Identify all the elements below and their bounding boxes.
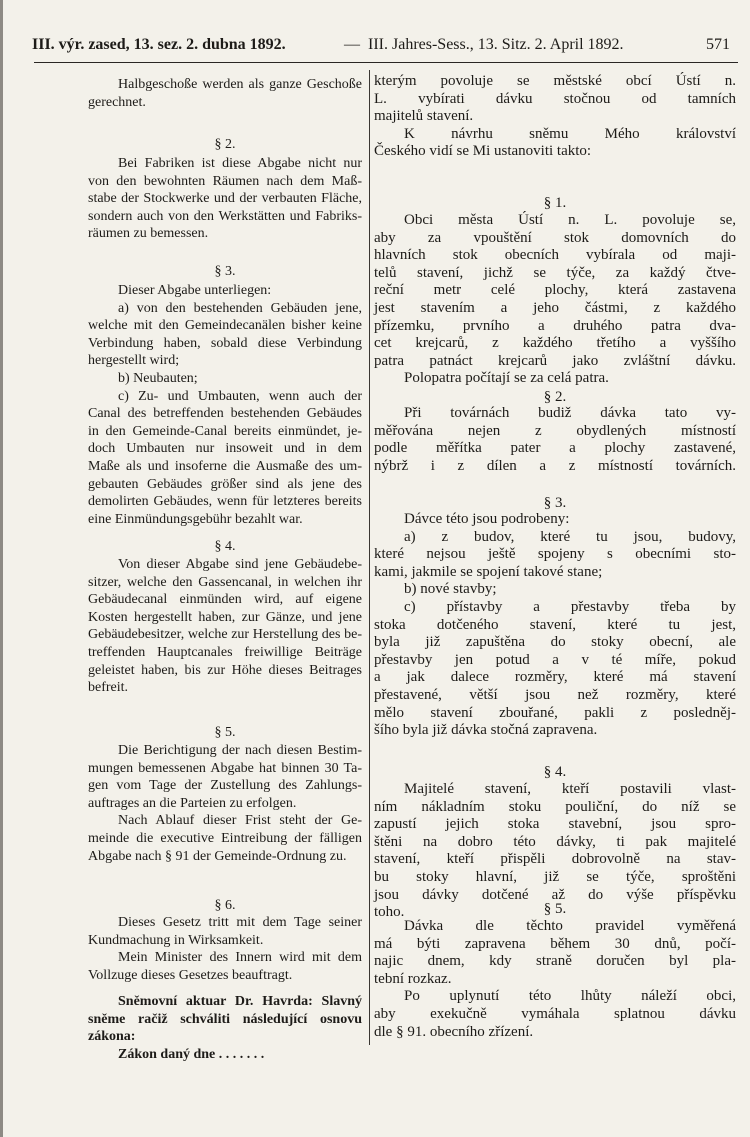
text-line: které nejsou ještě spojeny s obecními sto- — [374, 546, 736, 563]
text-line: Dieses Gesetz tritt mit dem Tage seiner — [118, 915, 362, 930]
paragraph — [88, 914, 362, 984]
text-line: tební rozkaz. — [374, 970, 452, 987]
text-line: majitelů stavení. — [374, 108, 474, 125]
column-divider — [369, 70, 370, 1045]
text-line: Při továrnách budiž dávka tato vy- — [404, 405, 736, 421]
text-line: přízemku, prvního a druhého patra dva- — [374, 317, 736, 334]
text-line: meinde die executive Eintreibung der fälligen — [88, 830, 362, 846]
paragraph — [88, 76, 362, 111]
text-line: nýbrž i z dílen a z místností továrních. — [374, 457, 736, 474]
text-line: Von dieser Abgabe sind jene Gebäudebe- — [118, 557, 362, 572]
text-line: gebauten Gebäudes größer sind als jene des — [88, 476, 362, 492]
text-line: a) von den bestehenden Gebäuden jene, — [118, 300, 362, 316]
section-heading: § 5. — [543, 901, 567, 917]
text-line: Zákon daný dne . . . . . . . — [118, 1046, 265, 1062]
paragraph — [88, 556, 362, 697]
text-line: telů stavení, jichž se týče, za každý čtve- — [374, 264, 736, 281]
text-line: stavení, kteří přispěli dobrovolně na stav- — [374, 851, 736, 868]
text-line: kami, jakmile se spojení takové stane; — [374, 563, 603, 580]
text-line: byla již zapuštěna do stoky obecní, ale — [374, 634, 736, 651]
text-line: eine Einmündungsgebühr bezahlt war. — [88, 511, 303, 527]
text-line: měřována nejen z obydlených místností — [374, 422, 736, 439]
text-line: demolirten Gebäudes, wenn für letzteres bereits — [88, 494, 362, 510]
section-heading: § 4. — [543, 764, 567, 780]
text-line: Dieser Abgabe unterliegen: — [118, 283, 272, 298]
text-line: dle § 91. obecního zřízení. — [374, 1023, 534, 1040]
text-line: najic dnem, kdy straně doručen byl pla- — [374, 953, 736, 970]
text-line: Die Berichtigung der nach diesen Bestim- — [118, 743, 362, 758]
text-line: von den bewohnten Räumen nach dem Maß- — [88, 173, 362, 189]
text-line: Nach Ablauf dieser Frist steht der Ge- — [118, 813, 362, 829]
text-line: in den Gemeinde-Canal bereits einmündet, je- — [88, 423, 362, 439]
text-line: b) Neubauten; — [118, 370, 198, 386]
text-line: doch Umbauten nur insoweit und in dem — [88, 441, 362, 457]
text-line: ním nákladním stoku pouliční, do níž se — [374, 798, 736, 815]
text-line: Mein Minister des Innern wird mit dem — [118, 950, 362, 966]
text-line: Bei Fabriken ist diese Abgabe nicht nur — [118, 156, 362, 171]
text-line: sondern auch von den Werkstätten und Fabriks- — [88, 208, 362, 224]
text-line: geleistet haben, bis zur Höhe dieses Beitrages — [88, 662, 362, 678]
text-line: kterým povoluje se městské obcí Ústí n. — [374, 73, 736, 89]
header-czech: III. výr. zased, 13. sez. 2. dubna 1892. — [32, 36, 286, 53]
section-heading: § 4. — [214, 539, 236, 554]
paragraph — [88, 155, 362, 243]
text-line: šího byla již dávka stočná zapravena. — [374, 722, 598, 739]
section-heading: § 1. — [543, 195, 567, 211]
text-line: c) přístavby a přestavby třeba by — [404, 598, 736, 615]
text-line: podle měřítka pater a plochy zastavené, — [374, 440, 736, 457]
text-line: Vollzuge dieses Gesetzes beauftragt. — [88, 967, 293, 983]
header-rule — [34, 62, 738, 63]
text-line: aby za vpouštění stok domovních do — [374, 229, 736, 246]
text-line: má býti zapravena během 30 dnů, počí- — [374, 935, 736, 952]
text-line: Obci města Ústí n. L. povoluje se, — [404, 212, 736, 228]
text-line: Kosten hergestellt haben, zur Gänze, und jene — [88, 609, 362, 625]
text-line: Halbgeschoße werden als ganze Geschoße — [118, 77, 362, 92]
text-line: treffenden Hauptcanales freiwillige Beiträge — [88, 644, 362, 660]
text-line: cet krejcarů, z každého třetího a vyššího — [374, 335, 736, 352]
text-line: přestavené, větší jsou než rozměry, které — [374, 686, 736, 703]
text-line: bu stoky hlavní, již se týče, sproštěni — [374, 868, 736, 885]
text-line: jsou dávky dotčené až do výše příspěvku — [374, 886, 736, 903]
text-line: mělo stavení zbouřané, pakli z posledněj- — [374, 704, 736, 721]
text-line: stabe der Stockwerke und der verbauten Fläche, — [88, 191, 362, 207]
text-line: toho. — [374, 904, 405, 921]
text-line: räumen zu bemessen. — [88, 226, 209, 242]
section-heading: § 6. — [214, 898, 236, 913]
text-line: Dávce této jsou podrobeny: — [404, 511, 570, 527]
text-line: sněme račiž schváliti následující osnovu — [88, 1011, 362, 1027]
text-line: přestavby jen potud a v té míře, pokud — [374, 651, 736, 668]
text-line: gen vom Tage der Zustellung des Zahlungs- — [88, 778, 362, 794]
header-german: III. Jahres-Sess., 13. Sitz. 2. April 1892. — [368, 36, 624, 53]
text-line: sitzer, welche den Gassencanal, in welchen ihr — [88, 574, 362, 590]
paragraph — [374, 73, 736, 161]
text-line: zákona: — [88, 1029, 136, 1045]
text-line: zapustí jejich stoka stavební, jsou spro- — [374, 816, 736, 833]
text-line: c) Zu- und Umbauten, wenn auch der — [118, 388, 362, 404]
header-dash: — — [344, 36, 360, 53]
paragraph — [374, 405, 736, 475]
text-line: Gebäudecanal einmünden wird, auf eigene — [88, 592, 362, 608]
paragraph — [374, 918, 736, 1041]
text-line: Sněmovní aktuar Dr. Havrda: Slavný — [118, 994, 362, 1009]
text-line: a jak dalece rozměry, které má stavení — [374, 669, 736, 686]
text-line: Polopatra počítají se za celá patra. — [404, 370, 609, 387]
section-heading: § 5. — [214, 725, 236, 740]
text-line: a) z budov, které tu jsou, budovy, — [404, 528, 736, 545]
section-heading: § 3. — [543, 495, 567, 511]
text-line: Abgabe nach § 91 der Gemeinde-Ordnung zu. — [88, 848, 347, 864]
text-line: befreit. — [88, 680, 129, 696]
paragraph — [88, 993, 362, 1063]
text-line: Verbindung haben, sobald diese Verbindung — [88, 335, 362, 351]
text-line: Dávka dle těchto pravidel vyměřená — [404, 918, 736, 934]
text-line: mungen bemessenen Abgabe hat binnen 30 Ta- — [88, 760, 362, 776]
text-line: L. vybírati dávku stočnou od tamních — [374, 90, 736, 107]
running-header — [32, 36, 738, 60]
text-line: Českého vidí se Mi ustanoviti takto: — [374, 143, 592, 160]
text-line: aby exekučně vymáhala splatnou dávku — [374, 1005, 736, 1022]
paragraph — [88, 742, 362, 865]
text-line: hlavních stok obecních vybírala od maji- — [374, 247, 736, 264]
text-line: štěni na dobro této dávky, ti pak majitelé — [374, 833, 736, 850]
section-heading: § 3. — [214, 264, 236, 279]
paragraph — [374, 212, 736, 388]
text-line: Gebäudebesitzer, welche zur Herstellung des be- — [88, 627, 362, 643]
text-line: b) nové stavby; — [404, 581, 497, 598]
paragraph — [374, 511, 736, 740]
text-line: K návrhu sněmu Mého království — [404, 125, 736, 142]
text-line: Canal des betreffenden bestehenden Gebäudes — [88, 406, 362, 422]
text-line: jest stavením a jeho částmi, z každého — [374, 299, 736, 316]
text-line: stoka dotčeného stavení, které tu jest, — [374, 616, 736, 633]
scan-edge — [0, 0, 3, 1137]
text-line: gerechnet. — [88, 94, 146, 110]
text-line: Po uplynutí této lhůty náleží obci, — [404, 988, 736, 1005]
text-line: Majitelé stavení, kteří postavili vlast- — [404, 781, 736, 797]
text-line: Kundmachung in Wirksamkeit. — [88, 932, 264, 948]
section-heading: § 2. — [543, 389, 567, 405]
section-heading: § 2. — [214, 137, 236, 152]
text-line: auftrages an die Parteien zu erfolgen. — [88, 795, 297, 811]
text-line: reční metr celé plochy, která zastavena — [374, 282, 736, 299]
text-line: patra patnáct krejcarů jako zvláštní dávku. — [374, 352, 736, 369]
text-line: hergestellt wird; — [88, 353, 180, 369]
paragraph — [88, 282, 362, 528]
text-line: Maße als und insoferne die Ausmaße des um- — [88, 458, 362, 474]
text-line: welche mit den Gemeindecanälen bisher keine — [88, 318, 362, 334]
page-number: 571 — [706, 36, 730, 53]
